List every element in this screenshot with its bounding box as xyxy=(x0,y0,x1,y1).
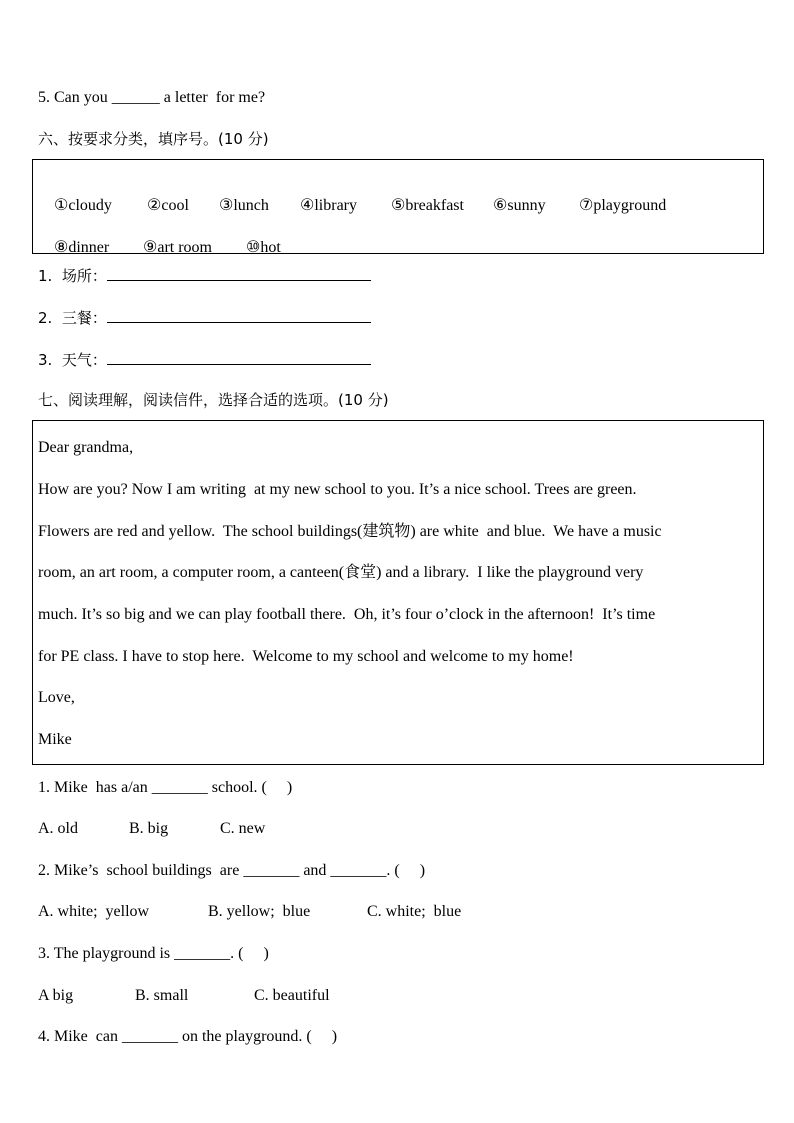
reading-question-3: 3. The playground is _______. ( ) xyxy=(38,945,269,962)
answer-blank[interactable] xyxy=(107,349,371,365)
letter-line: Love, xyxy=(38,689,75,706)
answer-blank[interactable] xyxy=(107,265,371,281)
options-row-3 xyxy=(38,986,330,1006)
word-option: ④library xyxy=(300,197,357,214)
letter-line: How are you? Now I am writing at my new school to you. It’s a nice school. Trees are green. xyxy=(38,481,637,498)
option-a[interactable]: A. white; yellow xyxy=(38,903,150,920)
letter-line: much. It’s so big and we can play football there. Oh, it’s four o’clock in the afternoon! It’s time xyxy=(38,606,656,623)
category-item-1 xyxy=(38,265,371,286)
letter-box xyxy=(32,420,764,765)
option-a[interactable]: A big xyxy=(38,987,74,1004)
category-item-3 xyxy=(38,349,371,370)
letter-line: Dear grandma, xyxy=(38,439,134,456)
option-c[interactable]: C. white; blue xyxy=(367,903,462,920)
word-option: ③lunch xyxy=(219,197,269,214)
category-label: 2. 三餐： xyxy=(38,309,107,327)
letter-line: for PE class. I have to stop here. Welcome to my school and welcome to my home! xyxy=(38,648,574,665)
reading-question-4: 4. Mike can _______ on the playground. ( ) xyxy=(38,1028,338,1045)
option-b[interactable]: B. small xyxy=(135,987,189,1004)
category-label: 1. 场所： xyxy=(38,267,107,285)
option-b[interactable]: B. yellow; blue xyxy=(208,903,311,920)
answer-blank[interactable] xyxy=(107,307,371,323)
category-label: 3. 天气： xyxy=(38,351,107,369)
word-option: ⑦playground xyxy=(579,197,667,214)
letter-line: Flowers are red and yellow. The school buildings(建筑物) are white and blue. We have a music xyxy=(38,523,662,540)
word-option: ⑧dinner xyxy=(54,239,110,256)
option-c[interactable]: C. new xyxy=(220,820,266,837)
word-bank-box xyxy=(32,159,764,254)
word-option: ⑩hot xyxy=(246,239,281,256)
option-c[interactable]: C. beautiful xyxy=(254,987,330,1004)
word-option: ⑨art room xyxy=(143,239,212,256)
letter-line: Mike xyxy=(38,731,72,748)
letter-line: room, an art room, a computer room, a canteen(食堂) and a library. I like the playground very xyxy=(38,564,644,581)
options-row-2 xyxy=(38,902,461,922)
word-option: ⑥sunny xyxy=(493,197,546,214)
section-6-title: 六、按要求分类，填序号。(10 分) xyxy=(38,130,269,148)
reading-question-2: 2. Mike’s school buildings are _______ and _______. ( ) xyxy=(38,862,426,879)
category-item-2 xyxy=(38,307,371,328)
options-row-1 xyxy=(38,819,265,839)
option-b[interactable]: B. big xyxy=(129,820,169,837)
word-option: ①cloudy xyxy=(54,197,112,214)
section-7-title: 七、阅读理解，阅读信件，选择合适的选项。(10 分) xyxy=(38,391,389,409)
reading-question-1: 1. Mike has a/an _______ school. ( ) xyxy=(38,779,293,796)
question-5: 5. Can you ______ a letter for me? xyxy=(38,89,266,106)
word-option: ⑤breakfast xyxy=(391,197,464,214)
option-a[interactable]: A. old xyxy=(38,820,78,837)
word-option: ②cool xyxy=(147,197,189,214)
